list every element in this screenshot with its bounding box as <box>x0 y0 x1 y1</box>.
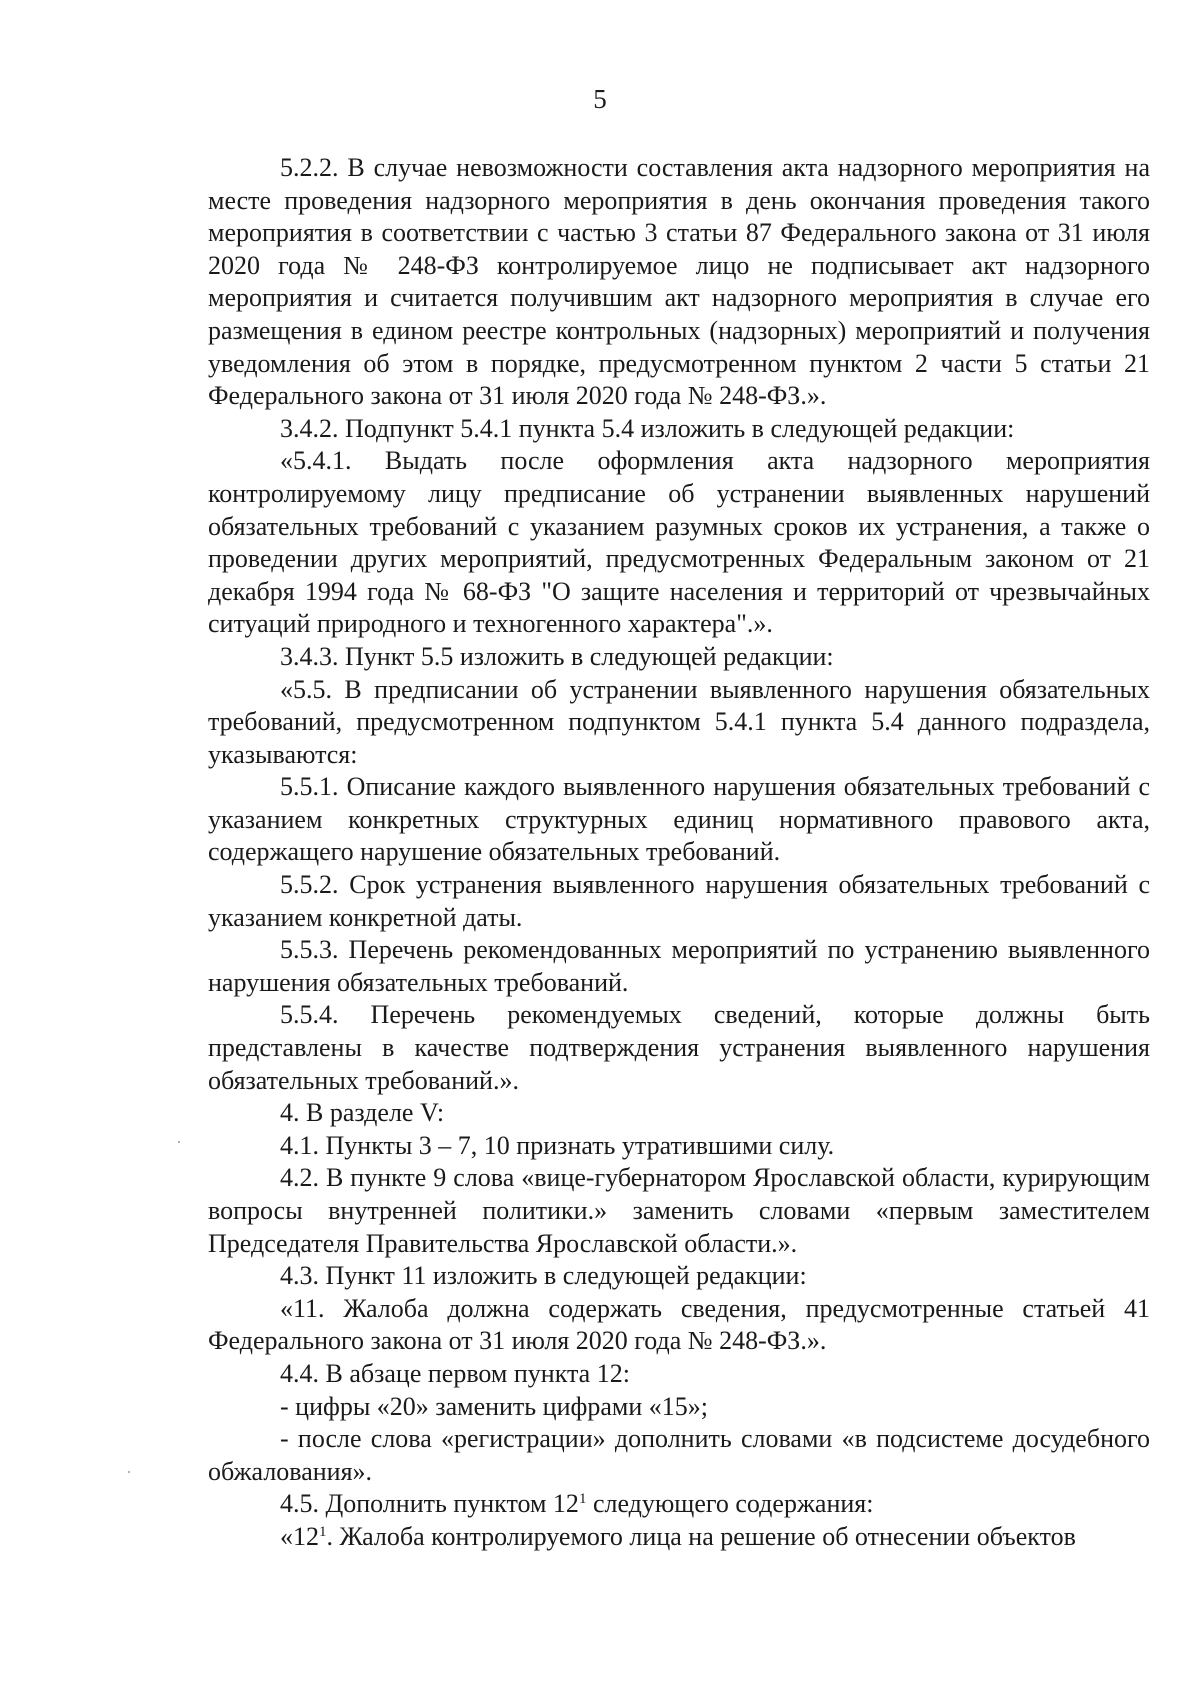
paragraph-12-1 <box>208 1521 1150 1554</box>
page-number: 5 <box>593 84 607 114</box>
paragraph-4-5 <box>208 1488 1150 1521</box>
scan-speck <box>178 1141 180 1143</box>
paragraph-4-1: 4.1. Пункты 3 – 7, 10 признать утратившими силу. <box>280 1130 835 1160</box>
paragraph-4-2: 4.2. В пункте 9 слова «вице-губернатором Ярославской области, курирующим вопросы внутренней политики.» заменить словами «первым заместителем Председателя Правительства Ярославской области.». <box>208 1163 1150 1258</box>
paragraph-4-4-item-1: - цифры «20» заменить цифрами «15»; <box>280 1391 708 1421</box>
superscript-number: 1 <box>319 1523 327 1540</box>
paragraph-12-1-text-end: . Жалоба контролируемого лица на решение об отнесении объектов <box>326 1521 1076 1551</box>
paragraph-5-5-2: 5.5.2. Срок устранения выявленного нарушения обязательных требований с указанием конкретной даты. <box>208 870 1150 932</box>
paragraph-5-5: «5.5. В предписании об устранении выявленного нарушения обязательных требований, предусмотренном подпунктом 5.4.1 пункта 5.4 данного подраздела, указываются: <box>208 674 1150 769</box>
paragraph-5-5-3: 5.5.3. Перечень рекомендованных мероприятий по устранению выявленного нарушения обязательных требований. <box>208 935 1150 997</box>
paragraph-3-4-2: 3.4.2. Подпункт 5.4.1 пункта 5.4 изложить в следующей редакции: <box>280 413 1015 443</box>
paragraph-4-3: 4.3. Пункт 11 изложить в следующей редакции: <box>280 1261 807 1291</box>
paragraph-4-4-item-2: - после слова «регистрации» дополнить словами «в подсистеме досудебного обжалования». <box>208 1424 1150 1486</box>
paragraph-5-5-1: 5.5.1. Описание каждого выявленного нарушения обязательных требований с указанием конкретных структурных единиц нормативного правового акта, содержащего нарушение обязательных требований. <box>208 772 1150 867</box>
paragraph-11: «11. Жалоба должна содержать сведения, предусмотренные статьей 41 Федерального закона от 31 июля 2020 года № 248-ФЗ.». <box>208 1293 1150 1356</box>
superscript-number: 1 <box>578 1491 587 1508</box>
paragraph-12-1-text: «12 <box>280 1521 319 1551</box>
paragraph-5-5-4: 5.5.4. Перечень рекомендуемых сведений, которые должны быть представлены в качестве подтверждения устранения выявленного нарушения обязательных требований.». <box>208 1000 1150 1095</box>
paragraph-4-5-text-end: следующего содержания: <box>586 1489 874 1519</box>
paragraph-3-4-3: 3.4.3. Пункт 5.5 изложить в следующей редакции: <box>280 641 834 671</box>
paragraph-5-4-1: «5.4.1. Выдать после оформления акта надзорного мероприятия контролируемому лицу предписание об устранении выявленных нарушений обязательных требований с указанием разумных сроков их устранения, а также о проведении других мероприятий, предусмотренных Федеральным законом от 21 декабря 1994 года № 68-ФЗ "О защите населения и территорий от чрезвычайных ситуаций природного и техногенного характера".». <box>208 446 1150 639</box>
document-body <box>208 152 1150 1554</box>
paragraph-4-5-text: 4.5. Дополнить пунктом 12 <box>280 1489 579 1519</box>
paragraph-4-4: 4.4. В абзаце первом пункта 12: <box>280 1358 630 1388</box>
scan-speck <box>128 1471 130 1473</box>
paragraph-4: 4. В разделе V: <box>280 1098 445 1128</box>
paragraph-5-2-2: 5.2.2. В случае невозможности составления акта надзорного мероприятия на месте проведения надзорного мероприятия в день окончания проведения такого мероприятия в соответствии с частью 3 статьи 87 Федерального закона от 31 июля 2020 года № 248-ФЗ контролируемое лицо не подписывает акт надзорного мероприятия и считается получившим акт надзорного мероприятия в случае его размещения в едином реестре контрольных (надзорных) мероприятий и получения уведомления об этом в порядке, предусмотренном пунктом 2 части 5 статьи 21 Федерального закона от 31 июля 2020 года № 248-ФЗ.». <box>208 153 1150 411</box>
